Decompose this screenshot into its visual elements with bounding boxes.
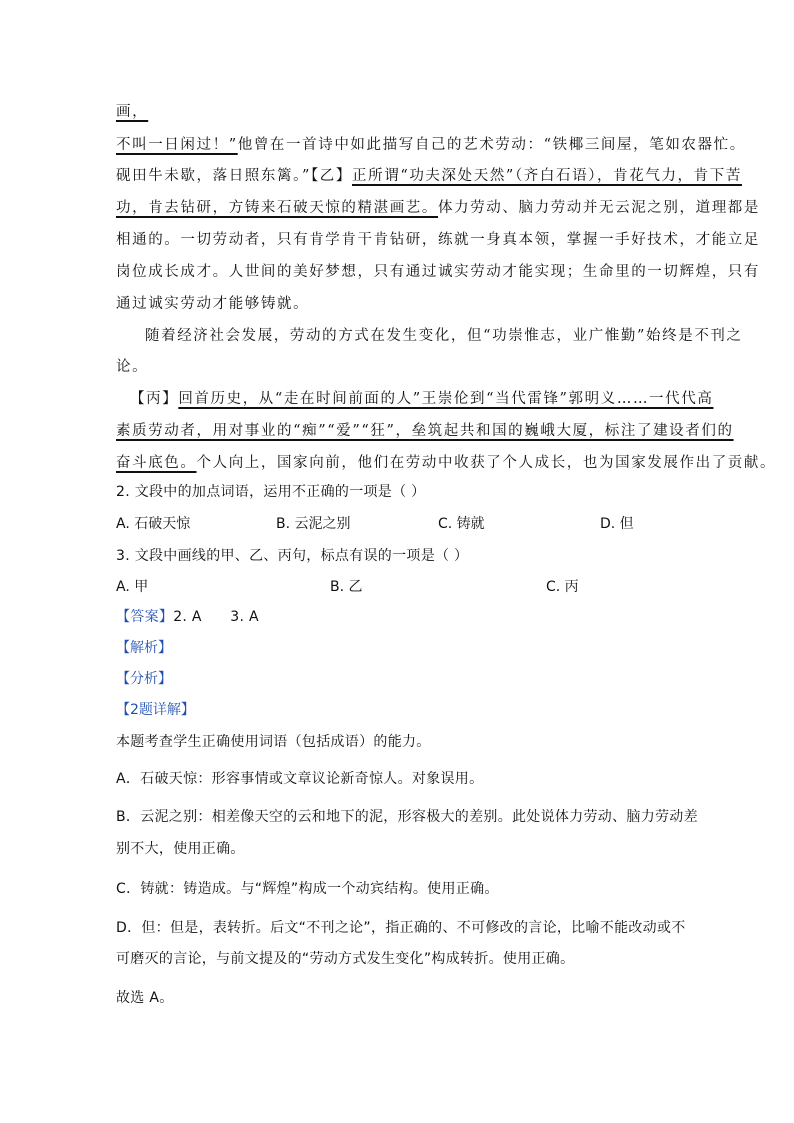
passage-line-4: 功，肯去钻研，方铸来石破天惊的精湛画艺。体力劳动、脑力劳动并无云泥之别，道理都是 [116, 200, 760, 216]
question-2-stem: 2. 文段中的加点词语，运用不正确的一项是（ ） [116, 484, 426, 500]
q2-option-d: D. 但 [600, 516, 634, 532]
passage-line-10: 【丙】回首历史，从“走在时间前面的人”王崇伦到“当代雷锋”郭明义……一代代高 [130, 391, 714, 407]
answer-line [116, 606, 259, 626]
underlined-sentence: 素质劳动者，用对事业的“痴”“爱”“狂”，垒筑起共和国的巍峨大厦，标注了建设者们的 [116, 423, 734, 439]
passage-line-5: 相通的。一切劳动者，只有肯学肯干肯钻研，练就一身真本领，掌握一手好技术，才能立足 [116, 232, 760, 248]
underlined-sentence: 画， [116, 104, 149, 120]
q2-option-a: A. 石破天惊 [116, 516, 191, 532]
detail-option-d-line2: 可磨灭的言论，与前文提及的“劳动方式发生变化”构成转折。使用正确。 [116, 951, 575, 967]
q3-option-a: A. 甲 [116, 579, 149, 595]
passage-line-11 [116, 419, 734, 440]
passage-line-6: 岗位成长成才。人世间的美好梦想，只有通过诚实劳动才能实现；生命里的一切辉煌，只有 [116, 264, 760, 280]
detail-tag: 【2题详解】 [116, 702, 195, 718]
passage-line-9: 论。 [116, 359, 149, 375]
passage-line-3: 砚田牛未歇，落日照东篱。”【乙】正所谓“功夫深处天然”（齐白石语），肯花气力，肯下苦 [116, 168, 742, 184]
passage-line-12: 奋斗底色。个人向上，国家向前，他们在劳动中收获了个人成长，也为国家发展作出了贡献。 [116, 455, 777, 471]
underlined-sentence: 不叫一日闲过！” [116, 137, 238, 153]
passage-line-2: 不叫一日闲过！”他曾在一首诗中如此描写自己的艺术劳动：“铁椰三间屋，笔如农器忙。 [116, 137, 746, 153]
passage-line-1 [116, 100, 148, 121]
underlined-sentence: 功，肯去钻研，方铸来石破天惊的精湛画艺。 [116, 200, 438, 216]
underlined-sentence: 正所谓“功夫深处天然”（齐白石语），肯花气力，肯下苦 [352, 168, 742, 184]
passage-line-8: 随着经济社会发展，劳动的方式在发生变化，但“功崇惟志，业广惟勤”始终是不刊之 [145, 328, 743, 344]
answer-tag: 【答案】 [116, 609, 174, 625]
detail-option-c: C．铸就：铸造成。与“辉煌”构成一个动宾结构。使用正确。 [116, 881, 499, 897]
underlined-sentence: 奋斗底色。 [116, 455, 197, 471]
question-3-stem: 3. 文段中画线的甲、乙、丙句，标点有误的一项是（ ） [116, 548, 469, 564]
q2-option-b: B. 云泥之别 [276, 516, 351, 532]
detail-conclusion: 故选 A。 [116, 990, 174, 1006]
detail-option-b-line1: B．云泥之别：相差像天空的云和地下的泥，形容极大的差别。此处说体力劳动、脑力劳动差 [116, 809, 698, 825]
detail-option-a: A．石破天惊：形容事情或文章议论新奇惊人。对象误用。 [116, 771, 484, 787]
q3-option-c: C. 丙 [546, 579, 579, 595]
passage-line-7: 通过诚实劳动才能够铸就。 [116, 296, 310, 312]
analysis-tag: 【解析】 [116, 640, 172, 656]
detail-option-d-line1: D．但：但是，表转折。后文“不刊之论”，指正确的、不可修改的言论，比喻不能改动或不 [116, 920, 686, 936]
detail-option-b-line2: 别不大，使用正确。 [116, 841, 245, 857]
q2-option-c: C. 铸就 [438, 516, 485, 532]
answer-text: 2. A 3. A [173, 609, 259, 625]
fenxi-tag: 【分析】 [116, 671, 172, 687]
underlined-sentence: 回首历史，从“走在时间前面的人”王崇伦到“当代雷锋”郭明义……一代代高 [178, 391, 714, 407]
q3-option-b: B. 乙 [330, 579, 363, 595]
detail-intro: 本题考查学生正确使用词语（包括成语）的能力。 [116, 734, 431, 750]
